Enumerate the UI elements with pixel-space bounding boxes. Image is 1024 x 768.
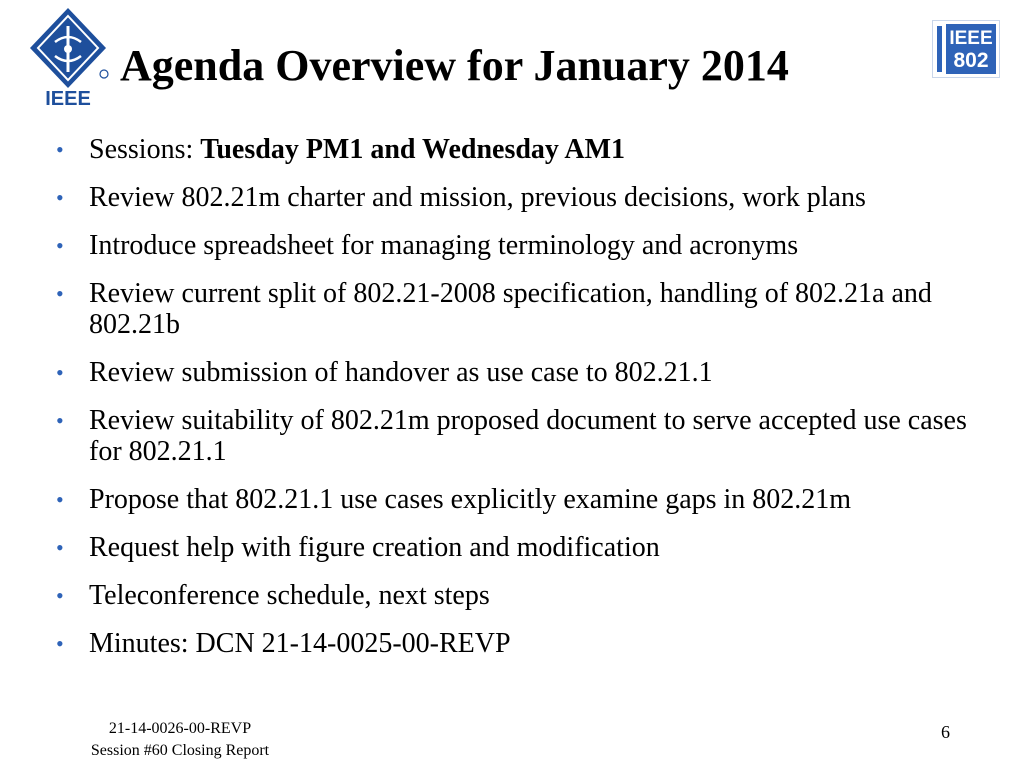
agenda-item [56,405,996,467]
agenda-item [56,628,996,659]
agenda-item-sessions [56,134,996,165]
ieee-802-logo-line2: 802 [953,49,989,72]
footer-doc-id: 21-14-0026-00-REVP [108,720,252,737]
agenda-item [56,532,996,563]
page-number: 6 [941,722,950,742]
bullet-dot-icon: • [56,535,64,560]
agenda-bullet-list [56,134,996,676]
agenda-item-text: Review suitability of 802.21m proposed document to serve accepted use cases for 802.21.1 [89,405,967,467]
agenda-item-text: Review current split of 802.21-2008 specification, handling of 802.21a and 802.21b [89,278,932,340]
slide-title: Agenda Overview for January 2014 [120,41,789,90]
bullet-dot-icon: • [56,631,64,656]
agenda-item-text: Minutes: DCN 21-14-0025-00-REVP [89,628,511,659]
ieee-logo-text: IEEE [45,88,91,108]
agenda-item-text: Introduce spreadsheet for managing terminology and acronyms [89,230,799,261]
bullet-dot-icon: • [56,408,64,433]
agenda-item [56,484,996,515]
agenda-item-text: Review 802.21m charter and mission, previous decisions, work plans [89,182,866,213]
bullet-dot-icon: • [56,137,64,162]
slide-footer [60,718,300,762]
agenda-item [56,278,996,340]
bullet-dot-icon: • [56,360,64,385]
bullet-dot-icon: • [56,487,64,512]
agenda-item [56,182,996,213]
agenda-item [56,357,996,388]
agenda-item-text: Propose that 802.21.1 use cases explicitly examine gaps in 802.21m [89,484,852,515]
ieee-802-logo-line1: IEEE [949,28,993,49]
agenda-item-text: Review submission of handover as use case to 802.21.1 [89,357,713,388]
agenda-item-prefix: Sessions: [89,134,201,165]
agenda-item-bold-text: Tuesday PM1 and Wednesday AM1 [200,134,626,165]
agenda-item-text: Request help with figure creation and modification [89,532,660,563]
agenda-item [56,580,996,611]
bullet-dot-icon: • [56,281,64,306]
agenda-item-text: Teleconference schedule, next steps [89,580,490,611]
footer-session: Session #60 Closing Report [90,742,270,759]
ieee-logo-icon [22,4,114,108]
bullet-dot-icon: • [56,233,64,258]
bullet-dot-icon: • [56,185,64,210]
bullet-dot-icon: • [56,583,64,608]
agenda-item [56,230,996,261]
ieee-802-logo-icon [932,20,1000,78]
